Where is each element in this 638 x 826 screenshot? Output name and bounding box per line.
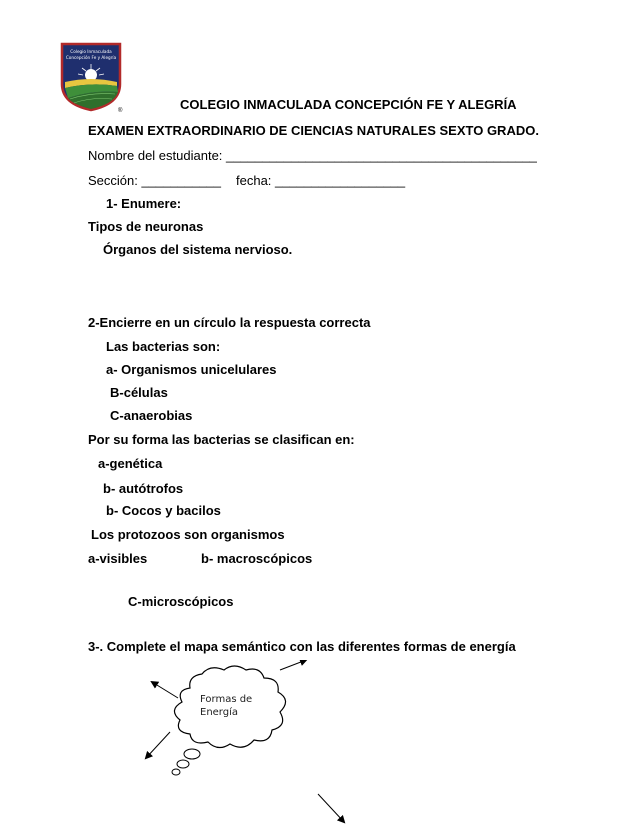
- arrow-bottom-left: [146, 732, 170, 758]
- cloud-label-line-1: Formas de: [200, 694, 253, 705]
- student-name-field: Nombre del estudiante: ___________________________________________: [88, 148, 537, 163]
- q1-title: 1- Enumere:: [106, 196, 182, 211]
- q2-group2-option-b2: b- Cocos y bacilos: [106, 503, 221, 518]
- school-logo: [60, 42, 122, 112]
- semantic-map: [130, 660, 370, 826]
- q2-group1-option-c: C-anaerobias: [110, 408, 193, 423]
- registered-mark: ®: [118, 108, 123, 114]
- q2-group2-option-a: a-genética: [98, 456, 163, 471]
- section-field: Sección: ___________: [88, 173, 222, 188]
- q2-group3-option-b: b- macroscópicos: [201, 551, 313, 566]
- date-field: fecha: __________________: [236, 173, 406, 188]
- q3-title: 3-. Complete el mapa semántico con las diferentes formas de energía: [88, 639, 516, 654]
- cloud-label: [200, 693, 252, 719]
- arrow-top-right: [280, 660, 306, 670]
- q2-group1-prompt: Las bacterias son:: [106, 339, 221, 354]
- q1-item-neurons: Tipos de neuronas: [88, 219, 204, 234]
- logo-text-line-1: Colegio Inmaculada: [70, 49, 112, 54]
- q2-group3-option-c: C-microscópicos: [128, 594, 234, 609]
- q2-group3-option-a: a-visibles: [88, 551, 148, 566]
- arrow-top-left: [152, 682, 178, 698]
- q2-group1-option-b: B-células: [110, 385, 168, 400]
- q2-title: 2-Encierre en un círculo la respuesta correcta: [88, 315, 371, 330]
- cloud-label-line-2: Energía: [200, 707, 238, 718]
- exam-title: EXAMEN EXTRAORDINARIO DE CIENCIAS NATURALES SEXTO GRADO.: [88, 123, 539, 138]
- q2-group2-option-b: b- autótrofos: [103, 481, 184, 496]
- q1-item-organs: Órganos del sistema nervioso.: [103, 242, 293, 257]
- school-name: COLEGIO INMACULADA CONCEPCIÓN FE Y ALEGRÍA: [180, 97, 517, 112]
- logo-text-line-2: Concepción Fe y Alegría: [65, 55, 117, 60]
- q2-group1-option-a: a- Organismos unicelulares: [106, 362, 277, 377]
- arrow-bottom-right: [318, 794, 344, 822]
- q2-group2-prompt: Por su forma las bacterias se clasifican en:: [88, 432, 355, 447]
- q2-group3-prompt: Los protozoos son organismos: [91, 527, 285, 542]
